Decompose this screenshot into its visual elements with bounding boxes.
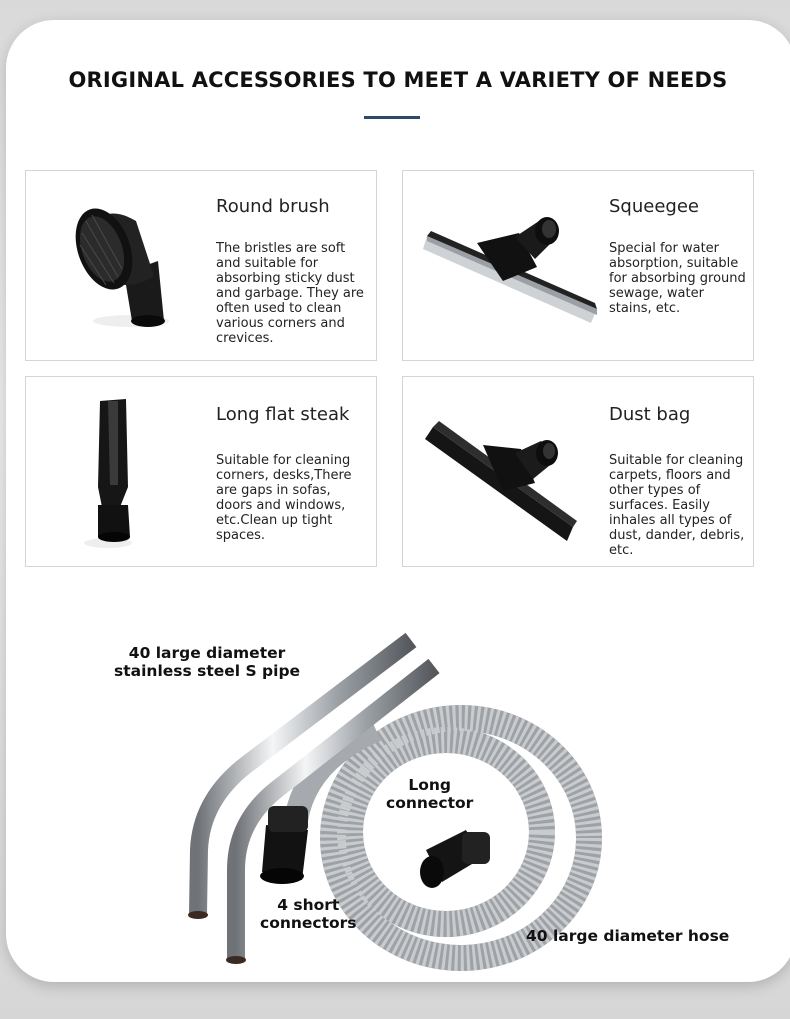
hose-label: 40 large diameter hose (526, 927, 730, 945)
round-brush-icon (36, 181, 206, 351)
accessory-description: Suitable for cleaning carpets, floors and other types of surfaces. Easily inhales all types of dust, dander, debris, etc. (609, 453, 745, 558)
accessory-name: Dust bag (609, 404, 691, 425)
squeegee-icon (409, 181, 599, 351)
crevice-tool-icon (36, 387, 206, 557)
accessory-tile-dust-bag (402, 376, 754, 567)
accessories-card (6, 20, 790, 982)
accessory-name: Squeegee (609, 196, 699, 217)
accessory-tile-long-flat-steak (25, 376, 377, 567)
accessory-description: The bristles are soft and suitable for absorbing sticky dust and garbage. They are often used to clean various corners and crevices. (216, 241, 364, 346)
page-title: ORIGINAL ACCESSORIES TO MEET A VARIETY OF NEEDS (68, 68, 728, 92)
accessory-tile-round-brush (25, 170, 377, 361)
title-underline (364, 116, 420, 119)
accessory-name: Long flat steak (216, 404, 350, 425)
floor-brush-icon (423, 387, 593, 557)
accessory-name: Round brush (216, 196, 330, 217)
accessory-description: Special for water absorption, suitable for absorbing ground sewage, water stains, etc. (609, 241, 746, 316)
long-connector-label: Long connector (386, 776, 474, 812)
short-connectors-label: 4 short connectors (260, 896, 357, 932)
accessory-tile-squeegee (402, 170, 754, 361)
accessory-description: Suitable for cleaning corners, desks,There are gaps in sofas, doors and windows, etc.Clean up tight spaces. (216, 453, 352, 543)
pipe-label: 40 large diameter stainless steel S pipe (114, 644, 301, 680)
